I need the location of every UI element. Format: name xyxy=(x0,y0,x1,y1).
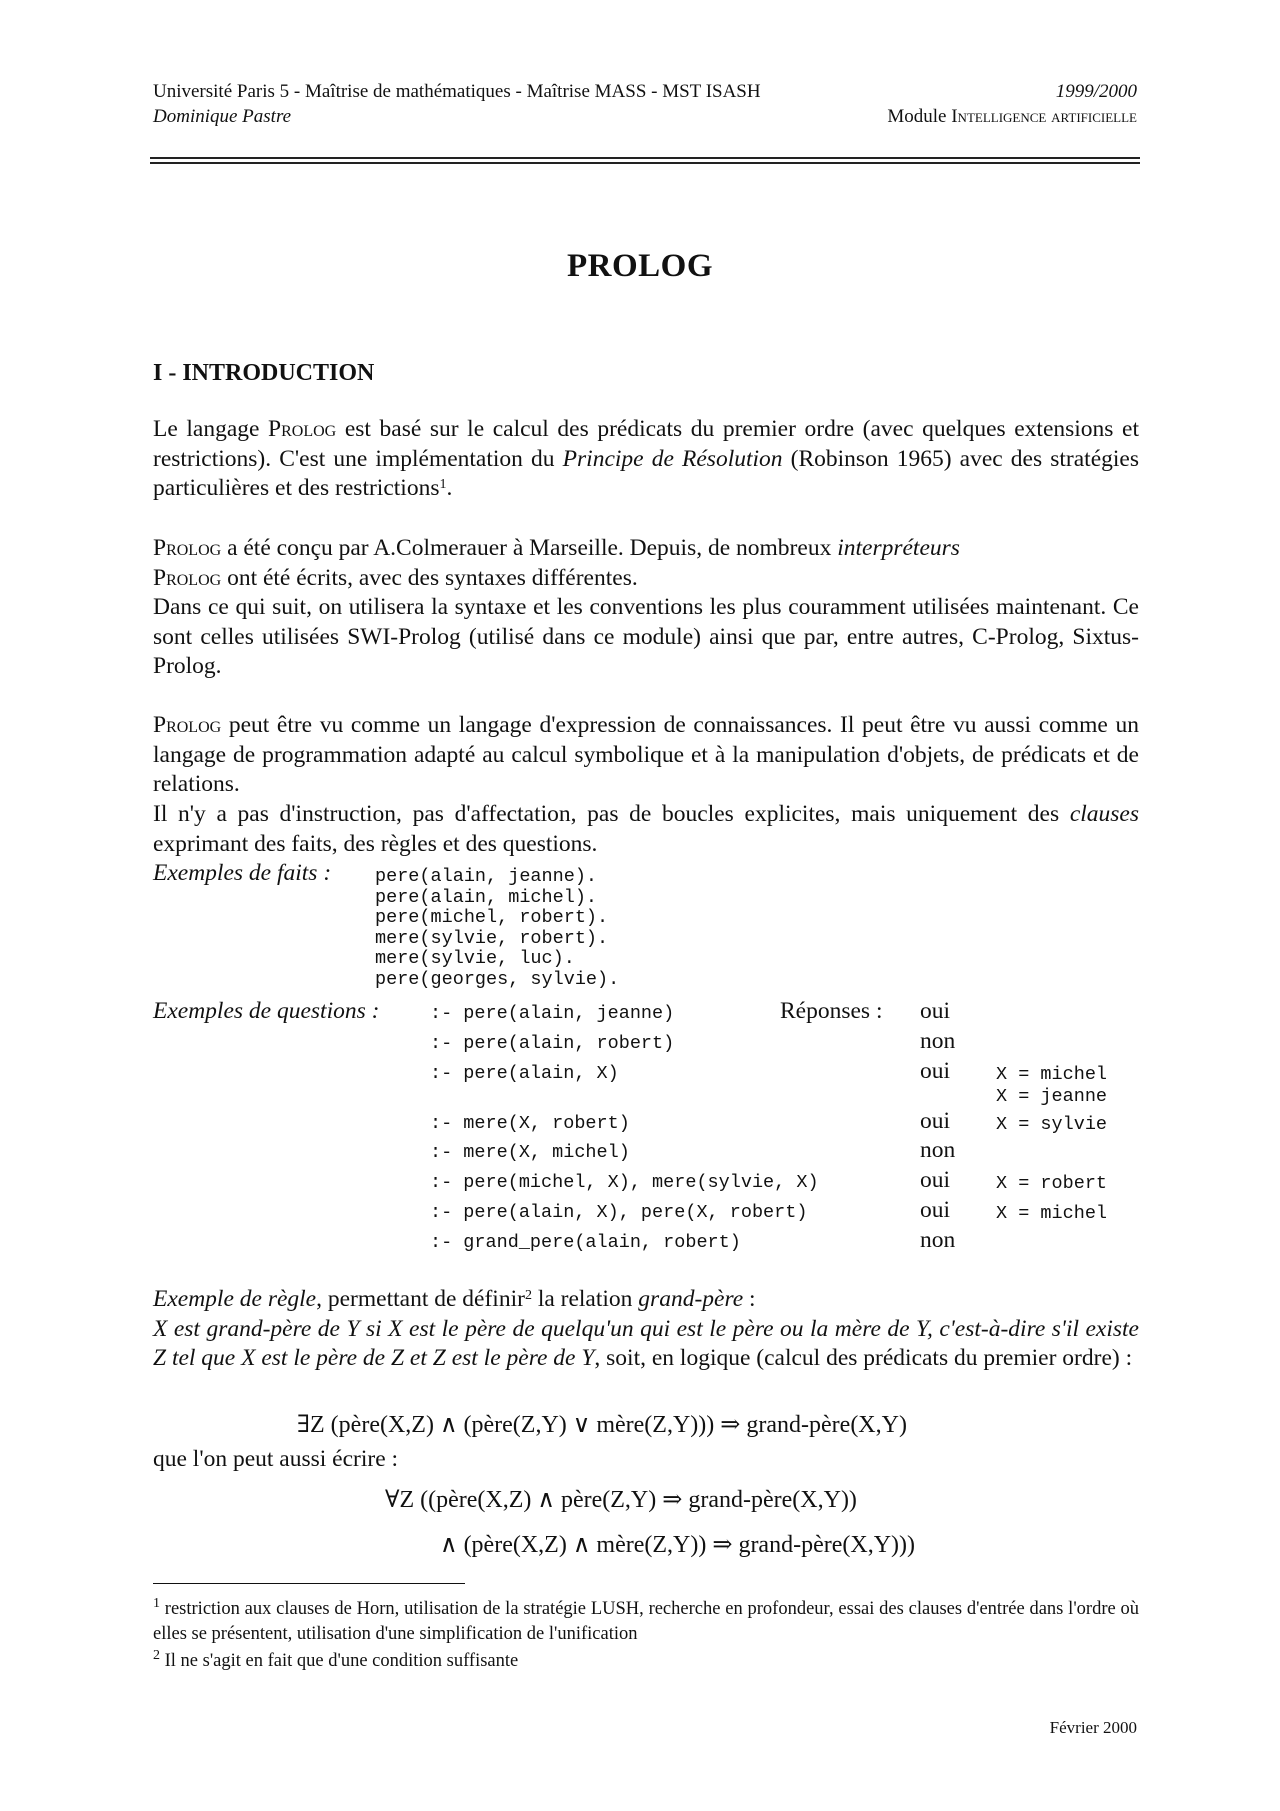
p2-text-a: a été conçu par A.Colmerauer à Marseille. Depuis, de nombreux xyxy=(221,535,838,561)
p4-text: peut être vu comme un langage d'expression de connaissances. Il peut être vu aussi comme un langage de programmation adapté au calcul symbolique et à la manipulation d'objets, de prédicats et de relations. xyxy=(153,712,1139,797)
intro-paragraph-2 xyxy=(153,534,1139,593)
footnote-ref-1[interactable]: 1 xyxy=(439,477,447,492)
rule-label-emphasis: Exemple de règle xyxy=(153,1286,317,1312)
questions-label: Exemples de questions : xyxy=(153,998,380,1024)
question-answer: oui xyxy=(920,1167,951,1193)
fact-line: mere(sylvie, luc). xyxy=(375,948,575,969)
intro-paragraph-5 xyxy=(153,800,1139,859)
rule-label-emphasis-2: grand-père xyxy=(638,1286,744,1312)
question-query: :- pere(alain, jeanne) xyxy=(430,1003,675,1024)
p1-end: . xyxy=(446,475,453,501)
fact-line: pere(georges, sylvie). xyxy=(375,968,620,990)
prolog-name: Prolog xyxy=(153,712,222,738)
footnote-ref-2[interactable]: 2 xyxy=(524,1288,532,1303)
p1-text-c: (Robinson 1965) avec des stratégies particulières et des restrictions xyxy=(153,445,1139,501)
footnote-separator xyxy=(153,1583,465,1584)
facts-label: Exemples de faits : xyxy=(153,860,332,886)
header-module-name: Intelligence artificielle xyxy=(951,106,1137,127)
question-query: :- pere(alain, X) xyxy=(430,1063,619,1084)
footnote-2-text: Il ne s'agit en fait que d'une condition suffisante xyxy=(160,1651,519,1671)
question-answer: non xyxy=(920,1227,956,1253)
intro-paragraph-1 xyxy=(153,415,1139,504)
intro-paragraph-4 xyxy=(153,711,1139,800)
page-title: PROLOG xyxy=(566,248,713,284)
footer-date: Février 2000 xyxy=(1049,1718,1137,1737)
fact-line: pere(alain, jeanne). xyxy=(375,866,598,887)
p1-emphasis: Principe de Résolution xyxy=(562,445,783,472)
formula-2-line-2: ∧ (père(X,Z) ∧ mère(Z,Y)) ⇒ grand-père(X,Y))) xyxy=(440,1532,916,1558)
question-binding: X = sylvie xyxy=(996,1114,1108,1135)
rule-definition-emphasis: X est grand-père de Y si X est le père de quelqu'un qui est le père ou la mère de Y, c'est-à-dire s'il existe Z tel que X est le père de Z et Z est le père de Y xyxy=(153,1315,1139,1371)
formula-1: ∃Z (père(X,Z) ∧ (père(Z,Y) ∨ mère(Z,Y))) ⇒ grand-père(X,Y) xyxy=(297,1412,907,1438)
footnote-1-number: 1 xyxy=(153,1596,160,1611)
question-binding: X = jeanne xyxy=(996,1086,1108,1107)
p5-text-b: exprimant des faits, des règles et des questions. xyxy=(153,830,598,857)
p5-text-a: Il n'y a pas d'instruction, pas d'affectation, pas de boucles explicites, mais uniquement des xyxy=(153,801,1070,827)
question-query: :- mere(X, michel) xyxy=(430,1142,630,1163)
fact-line: pere(michel, robert). xyxy=(375,907,609,928)
question-answer: non xyxy=(920,1028,956,1054)
header-rule-top xyxy=(150,157,1140,159)
question-answer: oui xyxy=(920,1197,951,1223)
footnote-1-text: restriction aux clauses de Horn, utilisation de la stratégie LUSH, recherche en profondeur, essai des clauses d'entrée dans l'ordre où elles se présentent, utilisation d'une simplification de l'unification xyxy=(153,1599,1139,1644)
answers-label: Réponses : xyxy=(780,998,883,1024)
fact-line: mere(sylvie, robert). xyxy=(375,927,609,949)
footnote-1 xyxy=(153,1597,1139,1647)
p1-text-a: Le langage xyxy=(153,416,269,442)
question-answer: oui xyxy=(920,1108,951,1134)
p1-text-b: est basé sur le calcul des prédicats du premier ordre (avec quelques extensions et restrictions). C'est une implémentation du xyxy=(153,416,1140,472)
header-author: Dominique Pastre xyxy=(153,106,292,127)
rule-label-text-a: , permettant de définir xyxy=(316,1286,525,1312)
footnote-2 xyxy=(153,1649,1139,1674)
question-answer: non xyxy=(920,1137,956,1163)
header-year: 1999/2000 xyxy=(1055,81,1137,102)
fact-line: pere(alain, michel). xyxy=(375,886,598,908)
question-answer: oui xyxy=(920,1058,951,1084)
p2-emphasis: interpréteurs xyxy=(837,535,960,561)
prolog-name: Prolog xyxy=(268,416,337,442)
question-binding: X = michel xyxy=(996,1203,1108,1224)
intro-paragraph-3: Dans ce qui suit, on utilisera la syntaxe et les conventions les plus couramment utilisées maintenant. Ce sont celles utilisées SWI-Prolog (utilisé dans ce module) ainsi que par, entre autres, C-Prolog, Sixtus-Prolog. xyxy=(153,594,1139,679)
prolog-name: Prolog xyxy=(153,564,222,591)
header-module xyxy=(887,105,1137,129)
rule-label-text-b: la relation xyxy=(531,1286,639,1312)
question-query: :- grand_pere(alain, robert) xyxy=(430,1232,741,1253)
rule-intro xyxy=(153,1285,1139,1374)
footnote-2-number: 2 xyxy=(153,1648,160,1663)
formula-2-line-1: ∀Z ((père(X,Z) ∧ père(Z,Y) ⇒ grand-père(X,Y)) xyxy=(385,1487,857,1513)
p2-text-b: ont été écrits, avec des syntaxes différentes. xyxy=(221,564,638,591)
question-query: :- mere(X, robert) xyxy=(430,1113,630,1134)
header-module-prefix: Module xyxy=(887,106,952,127)
rule-also-text: que l'on peut aussi écrire : xyxy=(153,1446,399,1472)
question-query: :- pere(alain, robert) xyxy=(430,1033,675,1054)
question-answer: oui xyxy=(920,998,951,1024)
header-institution: Université Paris 5 - Maîtrise de mathématiques - Maîtrise MASS - MST ISASH xyxy=(153,81,761,102)
prolog-name: Prolog xyxy=(153,535,222,561)
p5-emphasis: clauses xyxy=(1069,801,1139,827)
section-heading: I - INTRODUCTION xyxy=(153,360,375,386)
question-query: :- pere(alain, X), pere(X, robert) xyxy=(430,1202,808,1223)
question-query: :- pere(michel, X), mere(sylvie, X) xyxy=(430,1172,819,1193)
question-binding: X = robert xyxy=(996,1173,1108,1194)
rule-definition-rest: , soit, en logique (calcul des prédicats du premier ordre) : xyxy=(594,1345,1133,1371)
header-rule-bottom xyxy=(150,162,1140,164)
question-binding: X = michel xyxy=(996,1064,1108,1085)
rule-label-text-c: : xyxy=(743,1286,756,1312)
